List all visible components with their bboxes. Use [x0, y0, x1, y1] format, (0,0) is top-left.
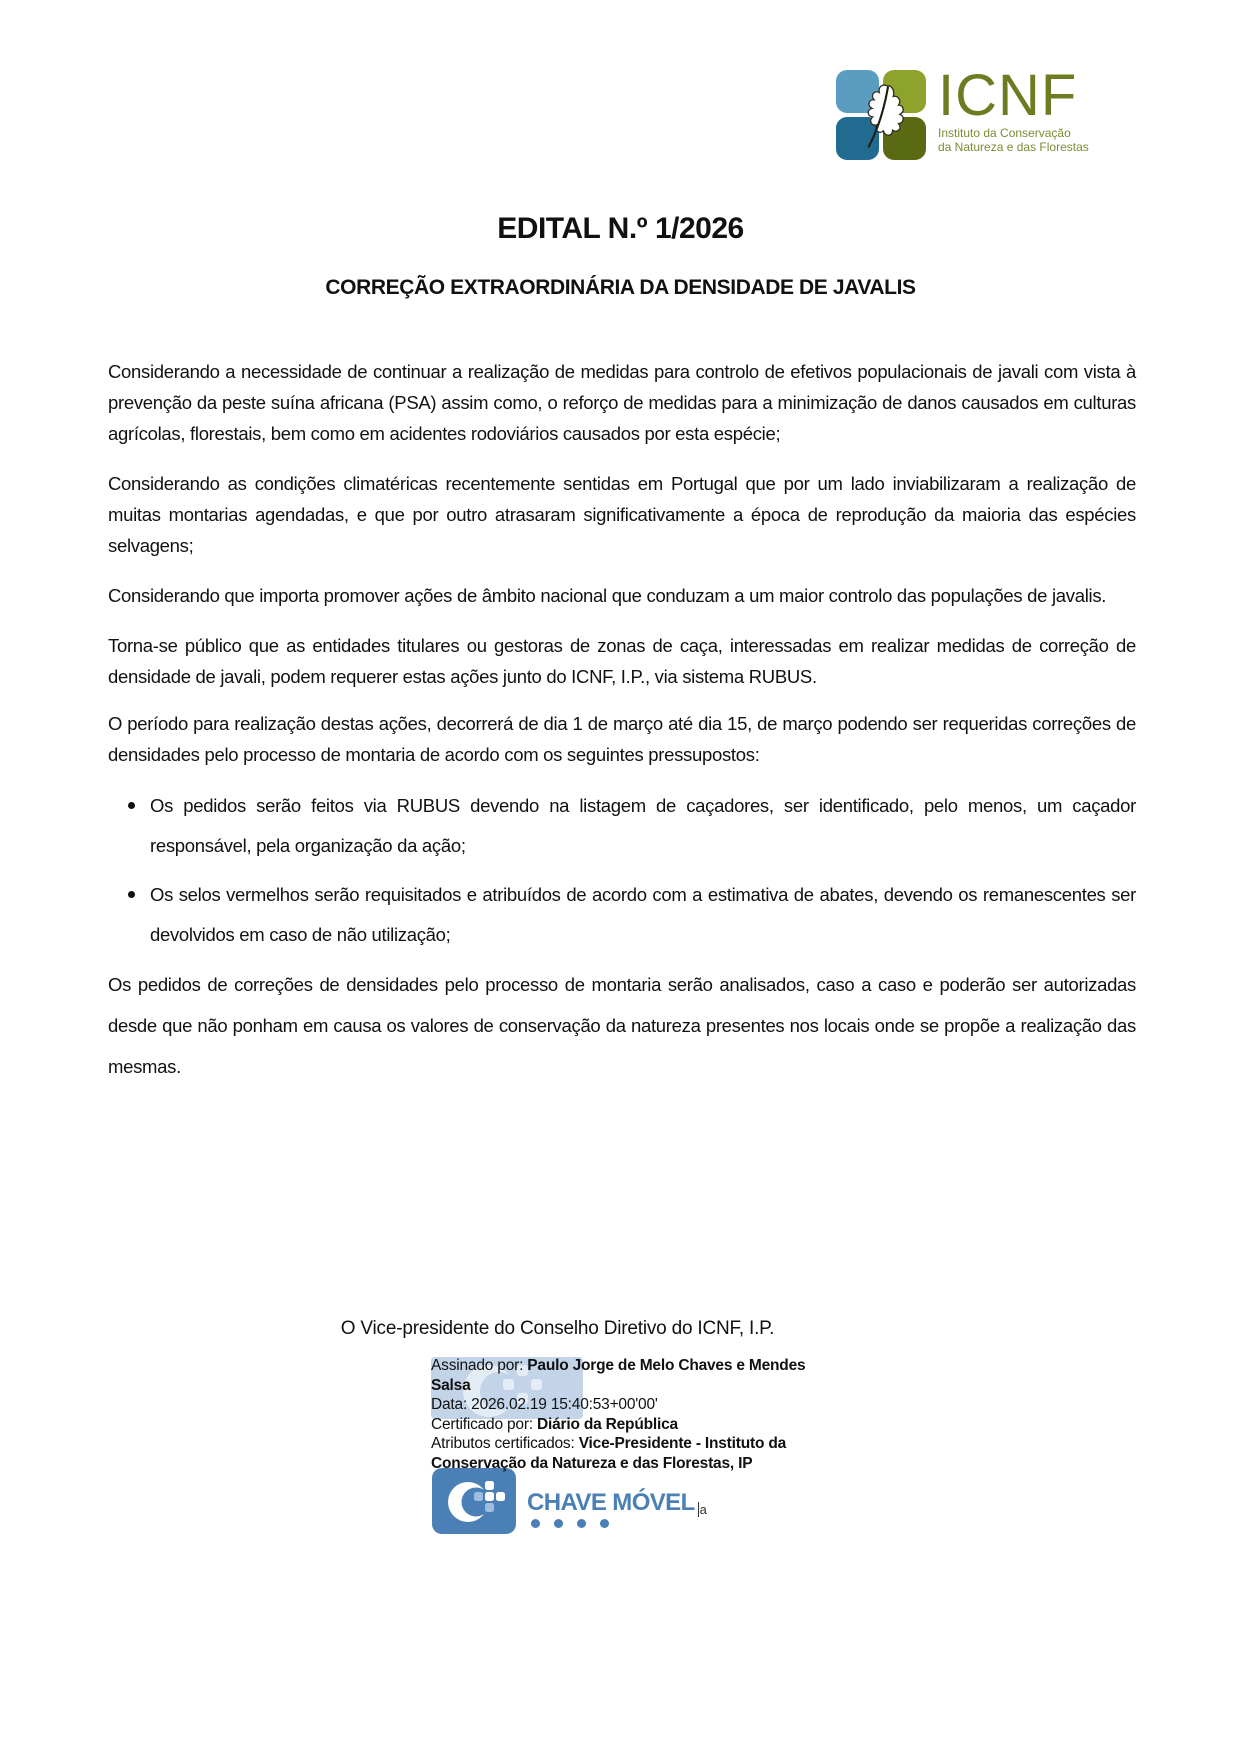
list-item — [108, 786, 1136, 866]
closing-paragraph: Os pedidos de correções de densidades pelo processo de montaria serão analisados, caso a caso e poderão ser autorizadas desde que não ponham em causa os valores de conservação da natureza presentes nos locais onde se propõe a realização das mesmas. — [108, 974, 1136, 1077]
page-subtitle: CORREÇÃO EXTRAORDINÁRIA DA DENSIDADE DE JAVALIS — [325, 276, 916, 299]
signature-title: O Vice-presidente do Conselho Diretivo do ICNF, I.P. — [340, 1318, 775, 1339]
digital-signature-block — [431, 1356, 829, 1473]
paragraph-3: Considerando que importa promover ações de âmbito nacional que conduzam a um maior controlo das populações de javalis. — [108, 585, 1107, 606]
paragraph-1: Considerando a necessidade de continuar a realização de medidas para controlo de efetivos populacionais de javali com vista à prevenção da peste suína africana (PSA) assim como, o reforço de medidas para a minimização de danos causados em culturas agrícolas, florestais, bem como em acidentes rodoviários causados por esta espécie; — [108, 361, 1136, 444]
page-title: EDITAL N.º 1/2026 — [497, 212, 744, 245]
icnf-logo-text — [938, 63, 1089, 154]
attributes-value: Vice-Presidente - Instituto da Conservação da Natureza e das Florestas, IP — [431, 1435, 787, 1472]
paragraph-5: O período para realização destas ações, decorrerá de dia 1 de março até dia 15, de março podendo ser requeridas correções de densidades pelo processo de montaria de acordo com os seguintes pressupostos: — [108, 713, 1136, 765]
icnf-tagline-line1: Instituto da Conservação — [938, 126, 1071, 140]
chave-movel-suffix: a — [699, 1502, 707, 1517]
list-item — [108, 875, 1136, 955]
date-label: Data: — [431, 1396, 472, 1413]
bullet-list — [108, 786, 1136, 955]
date-value: 2026.02.19 15:40:53+00'00' — [471, 1396, 658, 1413]
certified-by-label: Certificado por: — [431, 1415, 538, 1433]
icnf-acronym: ICNF — [938, 63, 1078, 128]
icnf-tagline — [938, 126, 1089, 154]
chave-movel-label — [527, 1489, 706, 1517]
paragraph-2: Considerando as condições climatéricas recentemente sentidas em Portugal que por um lado inviabilizaram a realização de muitas montarias agendadas, e que por outro atrasaram significativamente a época de reprodução da maioria das espécies selvagens; — [108, 473, 1136, 556]
icnf-tagline-line2: da Natureza e das Florestas — [938, 140, 1089, 154]
signed-by-line — [431, 1356, 829, 1395]
bullet-icon — [128, 802, 135, 809]
chave-movel-stamp — [432, 1468, 832, 1548]
bullet-icon — [128, 891, 135, 898]
document-body — [108, 356, 1136, 1106]
date-line — [431, 1395, 829, 1415]
certified-by-line — [431, 1415, 829, 1435]
attributes-line — [431, 1434, 829, 1473]
bullet-text-2: Os selos vermelhos serão requisitados e atribuídos de acordo com a estimativa de abates, devendo os remanescentes ser devolvidos em caso de não utilização; — [150, 884, 1136, 945]
certified-by-value: Diário da República — [537, 1415, 678, 1433]
chave-movel-icon — [432, 1468, 516, 1534]
signed-by-name: Paulo Jorge de Melo Chaves e Mendes Salsa — [431, 1357, 806, 1394]
icnf-logo — [836, 63, 1089, 160]
signed-by-label: Assinado por: — [431, 1357, 528, 1374]
chave-movel-text: CHAVE MÓVEL — [527, 1489, 695, 1516]
icnf-logo-grid — [836, 70, 926, 160]
chave-movel-dots-icon — [531, 1519, 609, 1528]
oak-leaf-icon — [849, 64, 915, 166]
bullet-text-1: Os pedidos serão feitos via RUBUS devendo na listagem de caçadores, ser identificado, pelo menos, um caçador responsável, pela organização da ação; — [150, 795, 1136, 856]
paragraph-4: Torna-se público que as entidades titulares ou gestoras de zonas de caça, interessadas em realizar medidas de correção de densidade de javali, podem requerer estas ações junto do ICNF, I.P., via sistema RUBUS. — [108, 635, 1136, 687]
attributes-label: Atributos certificados: — [431, 1435, 579, 1452]
